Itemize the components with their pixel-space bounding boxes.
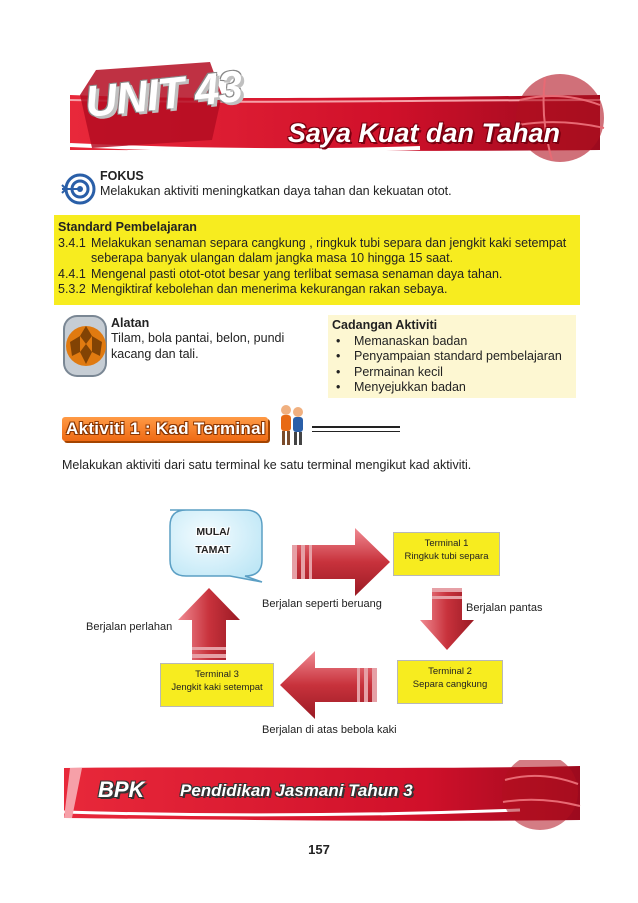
standard-code: 3.4.1 <box>58 235 86 250</box>
alatan-text: Tilam, bola pantai, belon, pundi kacang dan tali. <box>111 331 285 361</box>
terminal-activity: Ringkuk tubi separa <box>404 551 489 562</box>
move-label: Berjalan di atas bebola kaki <box>262 724 397 736</box>
lesson-title: Saya Kuat dan Tahan <box>287 118 560 148</box>
cadangan-item: Penyampaian standard pembelajaran <box>354 349 562 363</box>
aktiviti-title: Aktiviti 1 : Kad Terminal <box>66 419 266 438</box>
unit-header <box>0 0 638 165</box>
move-label: Berjalan perlahan <box>86 621 173 633</box>
terminal-3-card <box>160 663 274 707</box>
start-finish-label <box>168 523 258 559</box>
terminal-activity: Jengkit kaki setempat <box>171 682 263 693</box>
standard-text: Melakukan senaman separa cangkung , ringkuk tubi separa dan jengkit kaki setempat seberapa banyak ulangan dalam jangka masa 10 hingga 15 saat. <box>91 235 567 265</box>
list-item <box>332 349 572 365</box>
alatan-label: Alatan <box>111 316 150 330</box>
fokus-text: Melakukan aktiviti meningkatkan daya tahan dan kekuatan otot. <box>100 184 452 198</box>
publisher-logo: BPK <box>98 777 145 802</box>
fokus-label: FOKUS <box>100 169 144 183</box>
children-figure-icon <box>274 402 308 448</box>
start-label: MULA/ <box>196 526 230 538</box>
finish-label: TAMAT <box>195 544 231 556</box>
aktiviti-description: Melakukan aktiviti dari satu terminal ke satu terminal mengikut kad aktiviti. <box>62 458 472 472</box>
list-item <box>332 380 572 396</box>
ball-icon <box>62 314 108 378</box>
terminal-1-card <box>393 532 500 576</box>
cadangan-list <box>332 334 572 396</box>
standard-pembelajaran-box <box>54 215 580 305</box>
bullet-icon: • <box>336 380 341 394</box>
divider <box>312 431 400 432</box>
page-number: 157 <box>308 842 330 857</box>
cadangan-aktiviti-box <box>328 315 576 398</box>
terminal-2-card <box>397 660 503 704</box>
bullet-icon: • <box>336 364 341 379</box>
arrow-left <box>280 651 377 719</box>
list-item <box>332 365 572 381</box>
move-label: Berjalan pantas <box>466 602 543 614</box>
standard-code: 4.4.1 <box>58 266 86 281</box>
standard-title: Standard Pembelajaran <box>58 220 197 234</box>
book-title: Pendidikan Jasmani Tahun 3 <box>180 781 413 800</box>
standard-item <box>58 236 576 267</box>
target-icon <box>60 171 96 207</box>
terminal-title: Terminal 3 <box>195 669 239 680</box>
cadangan-item: Permainan kecil <box>354 364 443 379</box>
terminal-title: Terminal 2 <box>428 666 472 677</box>
standard-text: Mengenal pasti otot-otot besar yang terlibat semasa senaman daya tahan. <box>91 266 503 281</box>
divider <box>312 426 400 428</box>
arrow-down <box>420 588 474 650</box>
arrow-right <box>292 528 390 596</box>
standard-code: 5.3.2 <box>58 282 86 296</box>
list-item <box>332 334 572 350</box>
bullet-icon: • <box>336 333 341 348</box>
standard-text: Mengiktiraf kebolehan dan menerima kekurangan rakan sebaya. <box>91 282 448 296</box>
unit-number: UNIT 43 <box>82 61 244 128</box>
terminal-activity: Separa cangkung <box>412 679 488 690</box>
terminal-title: Terminal 1 <box>424 538 469 549</box>
arrow-up <box>178 588 240 660</box>
cadangan-item: Memanaskan badan <box>354 333 468 348</box>
cadangan-title: Cadangan Aktiviti <box>332 318 438 332</box>
standard-item <box>58 282 576 298</box>
bullet-icon: • <box>336 349 341 363</box>
fokus-section <box>60 165 580 210</box>
cadangan-item: Menyejukkan badan <box>354 380 466 394</box>
move-label: Berjalan seperti beruang <box>262 598 382 610</box>
standard-item <box>58 267 576 283</box>
